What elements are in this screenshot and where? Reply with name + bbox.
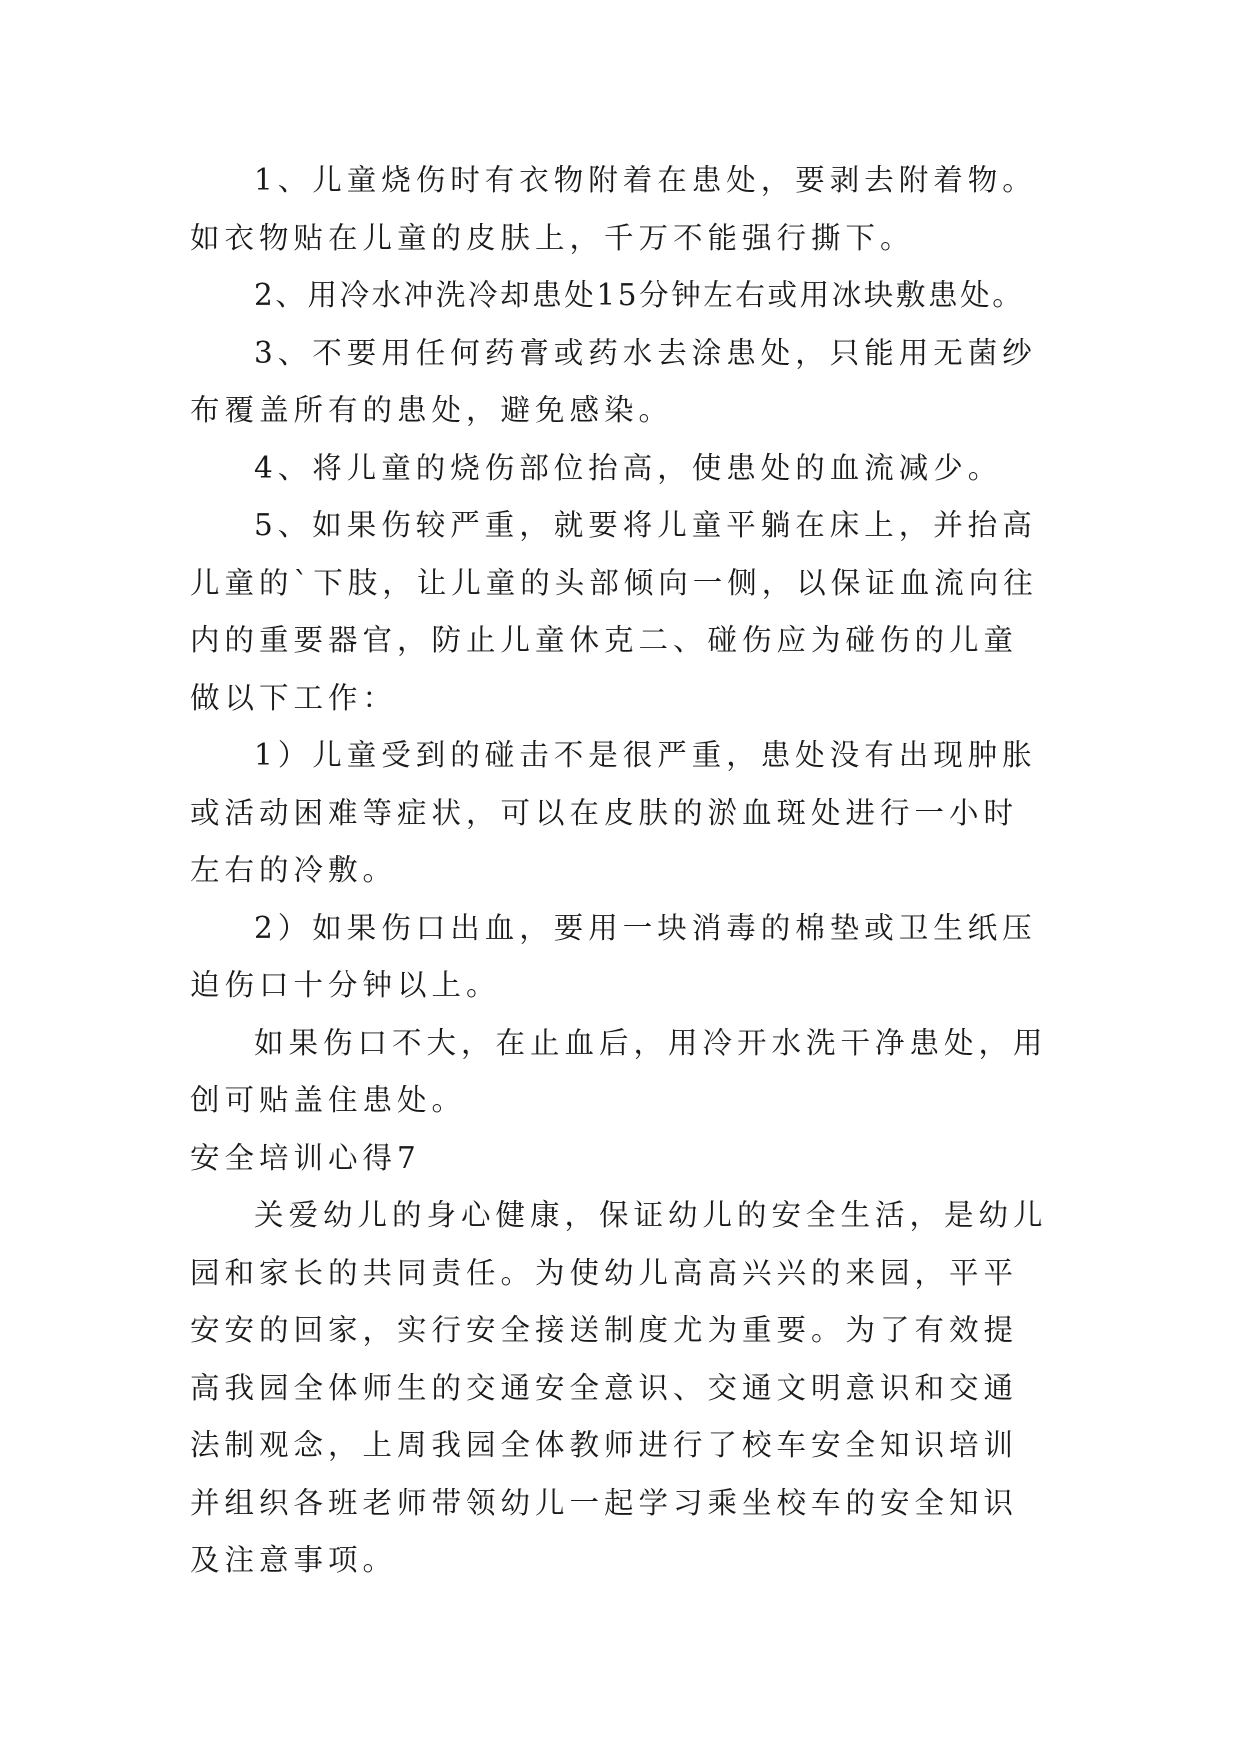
paragraph-bruise-step-1: 1）儿童受到的碰击不是很严重，患处没有出现肿胀或活动困难等症状，可以在皮肤的淤血斑处进行一小时左右的冷敷。 xyxy=(190,738,1037,887)
paragraph-section-body: 关爱幼儿的身心健康，保证幼儿的安全生活，是幼儿园和家长的共同责任。为使幼儿高高兴兴的来园，平平安安的回家，实行安全接送制度尤为重要。为了有效提高我园全体师生的交通安全意识、交通文明意识和交通法制观念，上周我园全体教师进行了校车安全知识培训并组织各班老师带领幼儿一起学习乘坐校车的安全知识及注意事项。 xyxy=(190,1198,1048,1577)
paragraph-burn-step-1: 1、儿童烧伤时有衣物附着在患处，要剥去附着物。如衣物贴在儿童的皮肤上，千万不能强行撕下。 xyxy=(190,163,1037,255)
paragraph-burn-step-5: 5、如果伤较严重，就要将儿童平躺在床上，并抬高儿童的`下肢，让儿童的头部倾向一侧，以保证血流向往内的重要器官，防止儿童休克二、碰伤应为碰伤的儿童做以下工作： xyxy=(190,508,1038,715)
document-page xyxy=(190,152,1050,1590)
paragraph-bruise-step-2: 2）如果伤口出血，要用一块消毒的棉垫或卫生纸压迫伤口十分钟以上。 xyxy=(190,910,1037,1002)
paragraph-burn-step-2: 2、用冷水冲洗冷却患处15分钟左右或用冰块敷患处。 xyxy=(254,278,1025,312)
paragraph-bruise-note: 如果伤口不大，在止血后，用冷开水洗干净患处，用创可贴盖住患处。 xyxy=(190,1025,1048,1117)
paragraph-burn-step-4: 4、将儿童的烧伤部位抬高，使患处的血流减少。 xyxy=(254,450,1003,485)
section-heading: 安全培训心得7 xyxy=(190,1140,421,1175)
paragraph-burn-step-3: 3、不要用任何药膏或药水去涂患处，只能用无菌纱布覆盖所有的患处，避免感染。 xyxy=(190,335,1037,427)
